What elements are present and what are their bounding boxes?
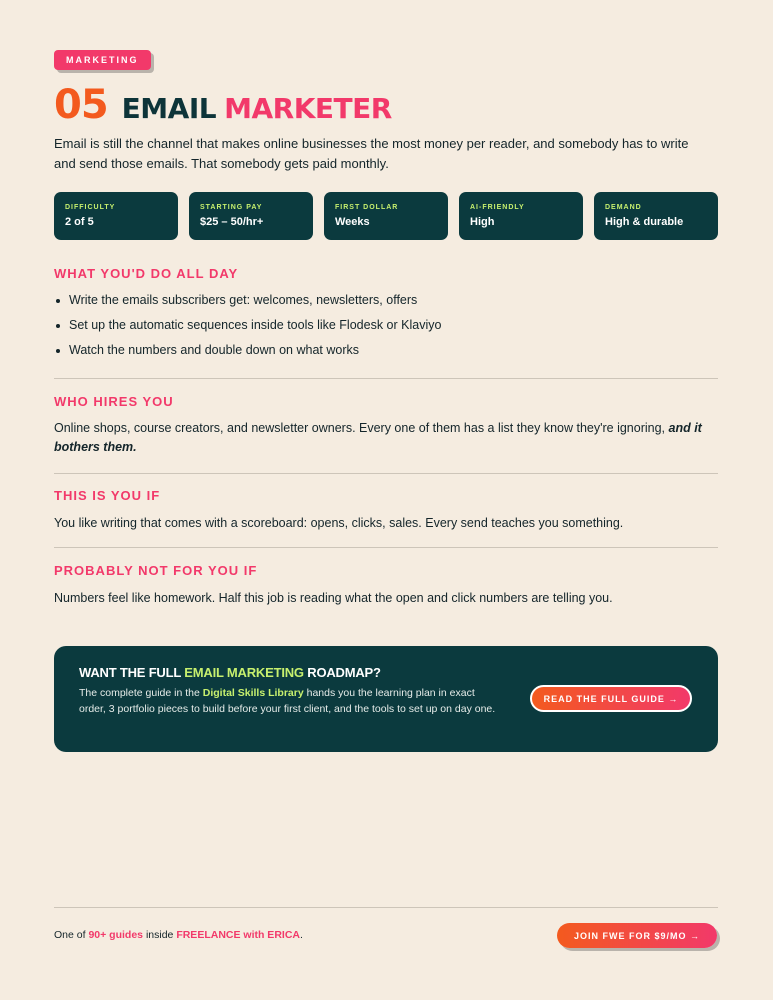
hires-paragraph	[54, 419, 718, 457]
you-if-paragraph: You like writing that comes with a scoreboard: opens, clicks, sales. Every send teaches you something.	[54, 516, 624, 530]
hires-emphasis: and it bothers them.	[54, 421, 702, 454]
stat-label: AI-FRIENDLY	[470, 204, 525, 211]
section-heading-you-if: THIS IS YOU IF	[54, 488, 161, 503]
stat-label: DIFFICULTY	[65, 204, 116, 211]
join-button[interactable]: JOIN FWE FOR $9/MO →	[557, 923, 717, 948]
stat-label: STARTING PAY	[200, 204, 263, 211]
daily-task-list	[54, 288, 441, 363]
stats-row	[54, 192, 718, 240]
stat-demand	[594, 192, 718, 240]
stat-first-dollar	[324, 192, 448, 240]
footer-text	[54, 929, 303, 941]
divider	[54, 547, 718, 548]
title-part-1: EMAIL	[121, 92, 217, 125]
footer-mid: inside	[145, 929, 174, 941]
footer-divider	[54, 907, 718, 908]
stat-starting-pay	[189, 192, 313, 240]
category-tag: MARKETING	[54, 50, 151, 70]
divider	[54, 378, 718, 379]
list-item: Write the emails subscribers get: welcomes, newsletters, offers	[54, 288, 441, 313]
stat-value: High	[470, 216, 495, 228]
cta-heading-pre: WANT THE FULL	[79, 665, 181, 680]
stat-ai-friendly	[459, 192, 583, 240]
roadmap-cta-card	[54, 646, 718, 752]
library-link[interactable]: Digital Skills Library	[202, 687, 304, 699]
guide-number: 05	[54, 82, 108, 128]
intro-paragraph: Email is still the channel that makes online businesses the most money per reader, and somebody has to write and send those emails. That somebody gets paid monthly.	[54, 136, 689, 171]
hires-text: Online shops, course creators, and newsletter owners. Every one of them has a list they know they're ignoring,	[54, 421, 666, 435]
section-heading-hires: WHO HIRES YOU	[54, 394, 174, 409]
cta-heading-highlight: EMAIL MARKETING	[184, 665, 304, 680]
read-full-guide-button[interactable]: READ THE FULL GUIDE →	[530, 685, 692, 712]
brand-name: FREELANCE with ERICA	[176, 929, 300, 941]
cta-text-post: hands you the learning plan in exact order, 3 portfolio pieces to build before your first client, and the tools to set up on day one.	[79, 687, 496, 715]
page-title	[54, 82, 392, 128]
stat-difficulty	[54, 192, 178, 240]
stat-label: FIRST DOLLAR	[335, 204, 399, 211]
stat-label: DEMAND	[605, 204, 642, 211]
not-for-paragraph: Numbers feel like homework. Half this job is reading what the open and click numbers are telling you.	[54, 591, 613, 605]
section-heading-daily: WHAT YOU'D DO ALL DAY	[54, 266, 239, 281]
stat-value: Weeks	[335, 216, 370, 228]
footer-pre: One of	[54, 929, 86, 941]
divider	[54, 473, 718, 474]
guide-count: 90+ guides	[88, 929, 144, 941]
list-item: Set up the automatic sequences inside tools like Flodesk or Klaviyo	[54, 313, 441, 338]
section-heading-not-for: PROBABLY NOT FOR YOU IF	[54, 563, 258, 578]
cta-text-pre: The complete guide in the	[79, 687, 200, 699]
title-part-2: MARKETER	[224, 92, 392, 125]
footer-post: .	[299, 929, 303, 941]
stat-value: High & durable	[605, 216, 684, 228]
cta-description	[79, 685, 499, 717]
cta-heading-post: ROADMAP?	[307, 665, 381, 680]
stat-value: 2 of 5	[65, 216, 94, 228]
list-item: Watch the numbers and double down on what works	[54, 338, 441, 363]
stat-value: $25 – 50/hr+	[200, 216, 264, 228]
cta-heading	[79, 665, 381, 680]
